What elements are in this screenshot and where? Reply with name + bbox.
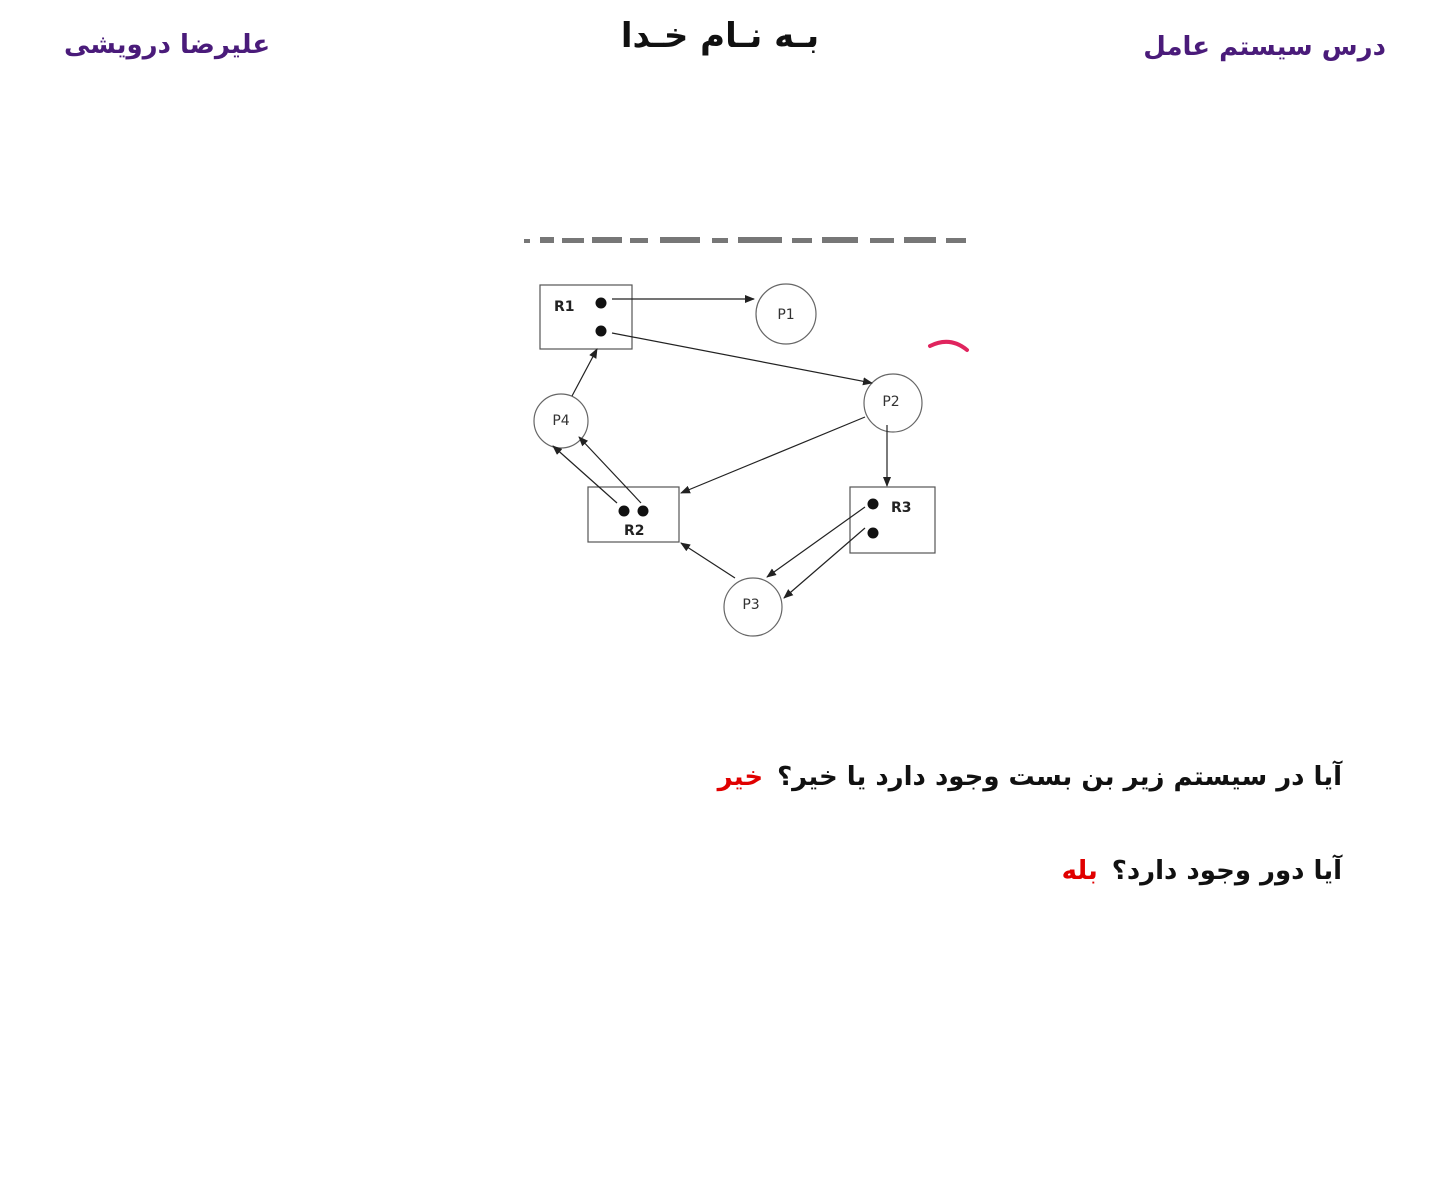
edge-p2-to-r2 [681, 417, 865, 493]
process-p1-label: P1 [777, 307, 795, 323]
question-cycle-text: آیا دور وجود دارد؟ [1111, 856, 1342, 886]
question-deadlock [718, 762, 1342, 792]
question-cycle [1062, 856, 1342, 886]
r2-instance-1 [619, 506, 630, 517]
process-p1 [756, 284, 816, 344]
edge-p4-to-r1 [572, 349, 597, 396]
process-p4 [534, 394, 588, 448]
edge-r1-to-p2 [612, 333, 872, 383]
process-p2-label: P2 [882, 394, 900, 410]
resource-r2-label: R2 [624, 523, 645, 539]
process-p4-label: P4 [552, 413, 570, 429]
edge-r3-to-p3-b [784, 528, 865, 598]
course-title: درس سیستم عامل [1143, 32, 1386, 62]
r2-instance-2 [638, 506, 649, 517]
page-title: بـه نـام خـدا [620, 16, 820, 56]
edge-r2-to-p4-a [553, 446, 617, 503]
author-name: علیرضا درویشی [64, 30, 271, 60]
cropped-caption-remnant [524, 237, 966, 243]
process-p2 [864, 374, 922, 432]
annotation-mark [930, 342, 967, 350]
graph-svg [500, 225, 980, 645]
resource-r3 [850, 487, 935, 553]
answer-cycle: بله [1061, 856, 1098, 886]
r3-instance-1 [868, 499, 879, 510]
answer-deadlock: خیر [717, 762, 764, 792]
resource-r1-label: R1 [554, 299, 575, 315]
process-p3-label: P3 [742, 597, 760, 613]
resource-allocation-graph [500, 225, 980, 645]
edge-p3-to-r2 [681, 543, 735, 578]
r3-instance-2 [868, 528, 879, 539]
r1-instance-1 [596, 298, 607, 309]
resource-r1 [540, 285, 632, 349]
r1-instance-2 [596, 326, 607, 337]
resource-r3-label: R3 [891, 500, 912, 516]
question-deadlock-text: آیا در سیستم زیر بن بست وجود دارد یا خیر؟ [777, 762, 1342, 792]
process-p3 [724, 578, 782, 636]
